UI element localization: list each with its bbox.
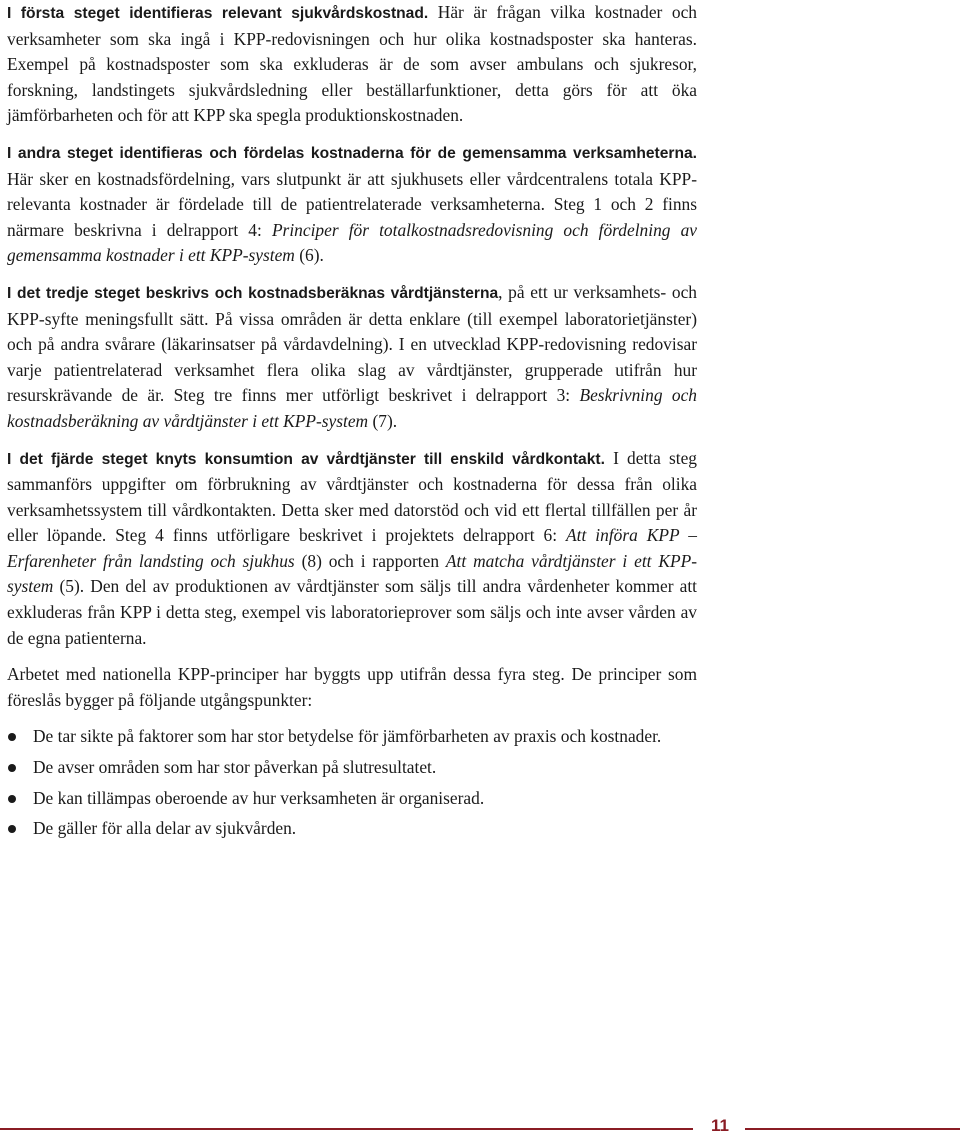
- paragraph-lead: I andra steget identifieras och fördelas kostnaderna för de gemensamma verksamheterna.: [7, 144, 697, 162]
- paragraph-step-4: [7, 446, 697, 652]
- list-item: [7, 755, 697, 781]
- paragraph-text: (5). Den del av produktionen av vårdtjänster som säljs till andra vårdenheter kommer att exkluderas från KPP i detta steg, exempel vis laboratorieprover som säljs och inte avser vården av de egna patienterna.: [7, 576, 697, 648]
- paragraph-lead: I det tredje steget beskrivs och kostnadsberäknas vårdtjänsterna: [7, 284, 499, 302]
- paragraph-text: , på ett ur verksamhets- och KPP-syfte meningsfullt sätt. På vissa områden är detta enklare (till exempel laboratorietjänster) och på andra svårare (läkarinsatser på vårdavdelning). I en utvecklad KPP-redovisning redovisar varje patientrelaterad verksamhet flera olika slag av vårdtjänster, grupperade utifrån hur resurskrävande de är. Steg tre finns mer utförligt beskrivet i delrapport 3:: [7, 281, 697, 406]
- list-item-text: De kan tillämpas oberoende av hur verksamheten är organiserad.: [33, 787, 485, 808]
- footer-rule-right: [745, 1128, 960, 1130]
- list-item-text: De tar sikte på faktorer som har stor betydelse för jämförbarheten av praxis och kostnader.: [33, 726, 662, 747]
- list-item: [7, 724, 697, 750]
- document-body: [7, 0, 697, 847]
- report-title: Beskrivning och kostnadsberäkning av vårdtjänster i ett KPP-system: [7, 385, 697, 431]
- intro-paragraph: Arbetet med nationella KPP-principer har byggts upp utifrån dessa fyra steg. De principer som föreslås bygger på följande utgångspunkter:: [7, 664, 697, 710]
- paragraph-lead: I det fjärde steget knyts konsumtion av vårdtjänster till enskild vårdkontakt.: [7, 450, 605, 468]
- report-title: Att matcha vårdtjänster i ett KPP-system: [7, 550, 697, 597]
- list-item: [7, 786, 697, 812]
- report-title: Att införa KPP – Erfarenheter från landsting och sjukhus: [7, 525, 697, 571]
- list-item-text: De avser områden som har stor påverkan på slutresultatet.: [33, 757, 437, 778]
- paragraph-text: I detta steg sammanförs uppgifter om förbrukning av vårdtjänster och kostnaderna för dessa från olika verksamhetssystem till vårdkontakten. Detta sker med datorstöd och vid ett flertal tillfällen per år eller löpande. Steg 4 finns utförligare beskrivet i projektets delrapport 6:: [7, 447, 697, 546]
- paragraph-text: (7).: [368, 410, 398, 431]
- paragraph-text: (8) och i rapporten: [294, 550, 446, 571]
- bullet-icon: [8, 764, 16, 772]
- paragraph-step-3: [7, 280, 697, 435]
- page-number: 11: [711, 1116, 729, 1135]
- paragraph-lead: I första steget identifieras relevant sjukvårdskostnad.: [7, 5, 429, 22]
- bullet-icon: [8, 733, 16, 741]
- paragraph-text: Här sker en kostnadsfördelning, vars slutpunkt är att sjukhusets eller vårdcentralens totala KPP-relevanta kostnader är fördelade till de patientrelaterade verksamheterna. Steg 1 och 2 finns närmare beskrivna i delrapport 4:: [7, 168, 697, 240]
- paragraph-text: Här är frågan vilka kostnader och verksamheter som ska ingå i KPP-redovisningen och hur olika kostnadsposter ska hanteras. Exempel på kostnadsposter som ska exkluderas är de som avser ambulans och sjukresor, forskning, landstingets sjukvårdsledning eller beställarfunktioner, detta görs för att öka jämförbarheten och för att KPP ska spegla produktionskostnaden.: [7, 2, 697, 126]
- paragraph-text: (6).: [294, 245, 324, 266]
- report-title: Principer för totalkostnadsredovisning och fördelning av gemensamma kostnader i ett KPP-system: [7, 219, 697, 266]
- paragraph-step-2: [7, 140, 697, 269]
- footer-rule-left: [0, 1128, 693, 1130]
- list-item: [7, 816, 697, 842]
- bullet-icon: [8, 825, 16, 833]
- principles-list: [7, 724, 697, 841]
- bullet-icon: [8, 795, 16, 803]
- paragraph-step-1: [7, 0, 697, 129]
- list-item-text: De gäller för alla delar av sjukvården.: [33, 818, 297, 839]
